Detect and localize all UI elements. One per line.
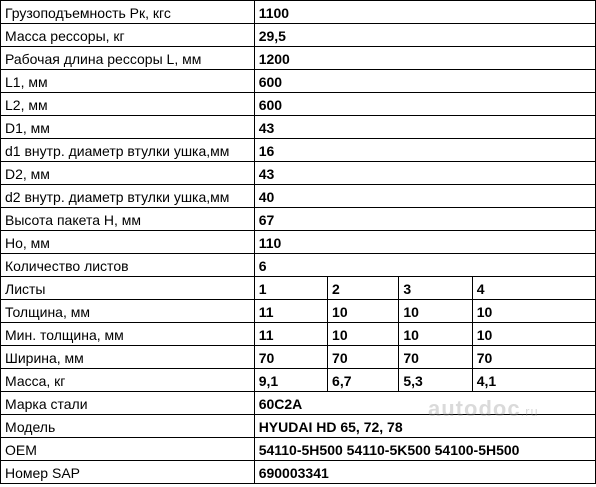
row-value: 60С2А bbox=[254, 392, 595, 415]
row-label: Количество листов bbox=[1, 254, 255, 277]
table-row bbox=[1, 254, 596, 277]
row-label: D2, мм bbox=[1, 162, 255, 185]
watermark-suffix: .ru bbox=[520, 404, 539, 419]
leaf-4-value: 10 bbox=[472, 300, 595, 323]
row-label: Мин. толщина, мм bbox=[1, 323, 255, 346]
table-row bbox=[1, 24, 596, 47]
leaf-2-value: 70 bbox=[328, 346, 399, 369]
row-label: d1 внутр. диаметр втулки ушка,мм bbox=[1, 139, 255, 162]
table-row bbox=[1, 461, 596, 484]
leaf-2-value: 10 bbox=[328, 300, 399, 323]
row-value: 67 bbox=[254, 208, 595, 231]
leaf-1-value: 11 bbox=[254, 323, 327, 346]
table-row bbox=[1, 47, 596, 70]
row-value: 16 bbox=[254, 139, 595, 162]
leaf-3-value: 70 bbox=[399, 346, 472, 369]
row-label: Но, мм bbox=[1, 231, 255, 254]
table-row bbox=[1, 208, 596, 231]
leaf-1-value: 9,1 bbox=[254, 369, 327, 392]
leaf-table-row bbox=[1, 277, 596, 300]
table-row bbox=[1, 70, 596, 93]
row-label: OEM bbox=[1, 438, 255, 461]
row-label: Толщина, мм bbox=[1, 300, 255, 323]
row-value: 1100 bbox=[254, 1, 595, 24]
row-label: Модель bbox=[1, 415, 255, 438]
row-label: Грузоподъемность Рк, кгс bbox=[1, 1, 255, 24]
leaf-4-value: 4,1 bbox=[472, 369, 595, 392]
row-label: Марка стали bbox=[1, 392, 255, 415]
row-value: 690003341 bbox=[254, 461, 595, 484]
row-label: Листы bbox=[1, 277, 255, 300]
row-value: 54110-5H500 54110-5K500 54100-5H500 bbox=[254, 438, 595, 461]
leaf-2-value: 2 bbox=[328, 277, 399, 300]
table-row bbox=[1, 116, 596, 139]
leaf-3-value: 3 bbox=[399, 277, 472, 300]
row-label: D1, мм bbox=[1, 116, 255, 139]
row-value: 43 bbox=[254, 116, 595, 139]
row-label: Масса рессоры, кг bbox=[1, 24, 255, 47]
row-value: 110 bbox=[254, 231, 595, 254]
leaf-4-value: 4 bbox=[472, 277, 595, 300]
leaf-2-value: 10 bbox=[328, 323, 399, 346]
table-row bbox=[1, 185, 596, 208]
table-row bbox=[1, 1, 596, 24]
row-label: Номер SAP bbox=[1, 461, 255, 484]
row-label: Ширина, мм bbox=[1, 346, 255, 369]
leaf-table-row bbox=[1, 300, 596, 323]
leaf-table-row bbox=[1, 369, 596, 392]
row-label: Высота пакета H, мм bbox=[1, 208, 255, 231]
row-value: 43 bbox=[254, 162, 595, 185]
table-row bbox=[1, 162, 596, 185]
watermark-text: autodoc bbox=[428, 396, 521, 421]
row-label: L2, мм bbox=[1, 93, 255, 116]
row-value: 29,5 bbox=[254, 24, 595, 47]
table-row bbox=[1, 415, 596, 438]
row-value: 40 bbox=[254, 185, 595, 208]
row-value: HYUDAI HD 65, 72, 78 bbox=[254, 415, 595, 438]
table-row bbox=[1, 93, 596, 116]
leaf-3-value: 5,3 bbox=[399, 369, 472, 392]
leaf-1-value: 1 bbox=[254, 277, 327, 300]
leaf-table-row bbox=[1, 323, 596, 346]
table-row bbox=[1, 438, 596, 461]
leaf-4-value: 70 bbox=[472, 346, 595, 369]
row-label: Масса, кг bbox=[1, 369, 255, 392]
row-label: L1, мм bbox=[1, 70, 255, 93]
leaf-1-value: 11 bbox=[254, 300, 327, 323]
leaf-2-value: 6,7 bbox=[328, 369, 399, 392]
table-row bbox=[1, 231, 596, 254]
table-row bbox=[1, 139, 596, 162]
row-value: 1200 bbox=[254, 47, 595, 70]
row-value: 600 bbox=[254, 93, 595, 116]
row-label: Рабочая длина рессоры L, мм bbox=[1, 47, 255, 70]
leaf-3-value: 10 bbox=[399, 323, 472, 346]
leaf-1-value: 70 bbox=[254, 346, 327, 369]
row-label: d2 внутр. диаметр втулки ушка,мм bbox=[1, 185, 255, 208]
leaf-table-row bbox=[1, 346, 596, 369]
table-row bbox=[1, 392, 596, 415]
row-value: 600 bbox=[254, 70, 595, 93]
row-value: 6 bbox=[254, 254, 595, 277]
leaf-4-value: 10 bbox=[472, 323, 595, 346]
leaf-3-value: 10 bbox=[399, 300, 472, 323]
